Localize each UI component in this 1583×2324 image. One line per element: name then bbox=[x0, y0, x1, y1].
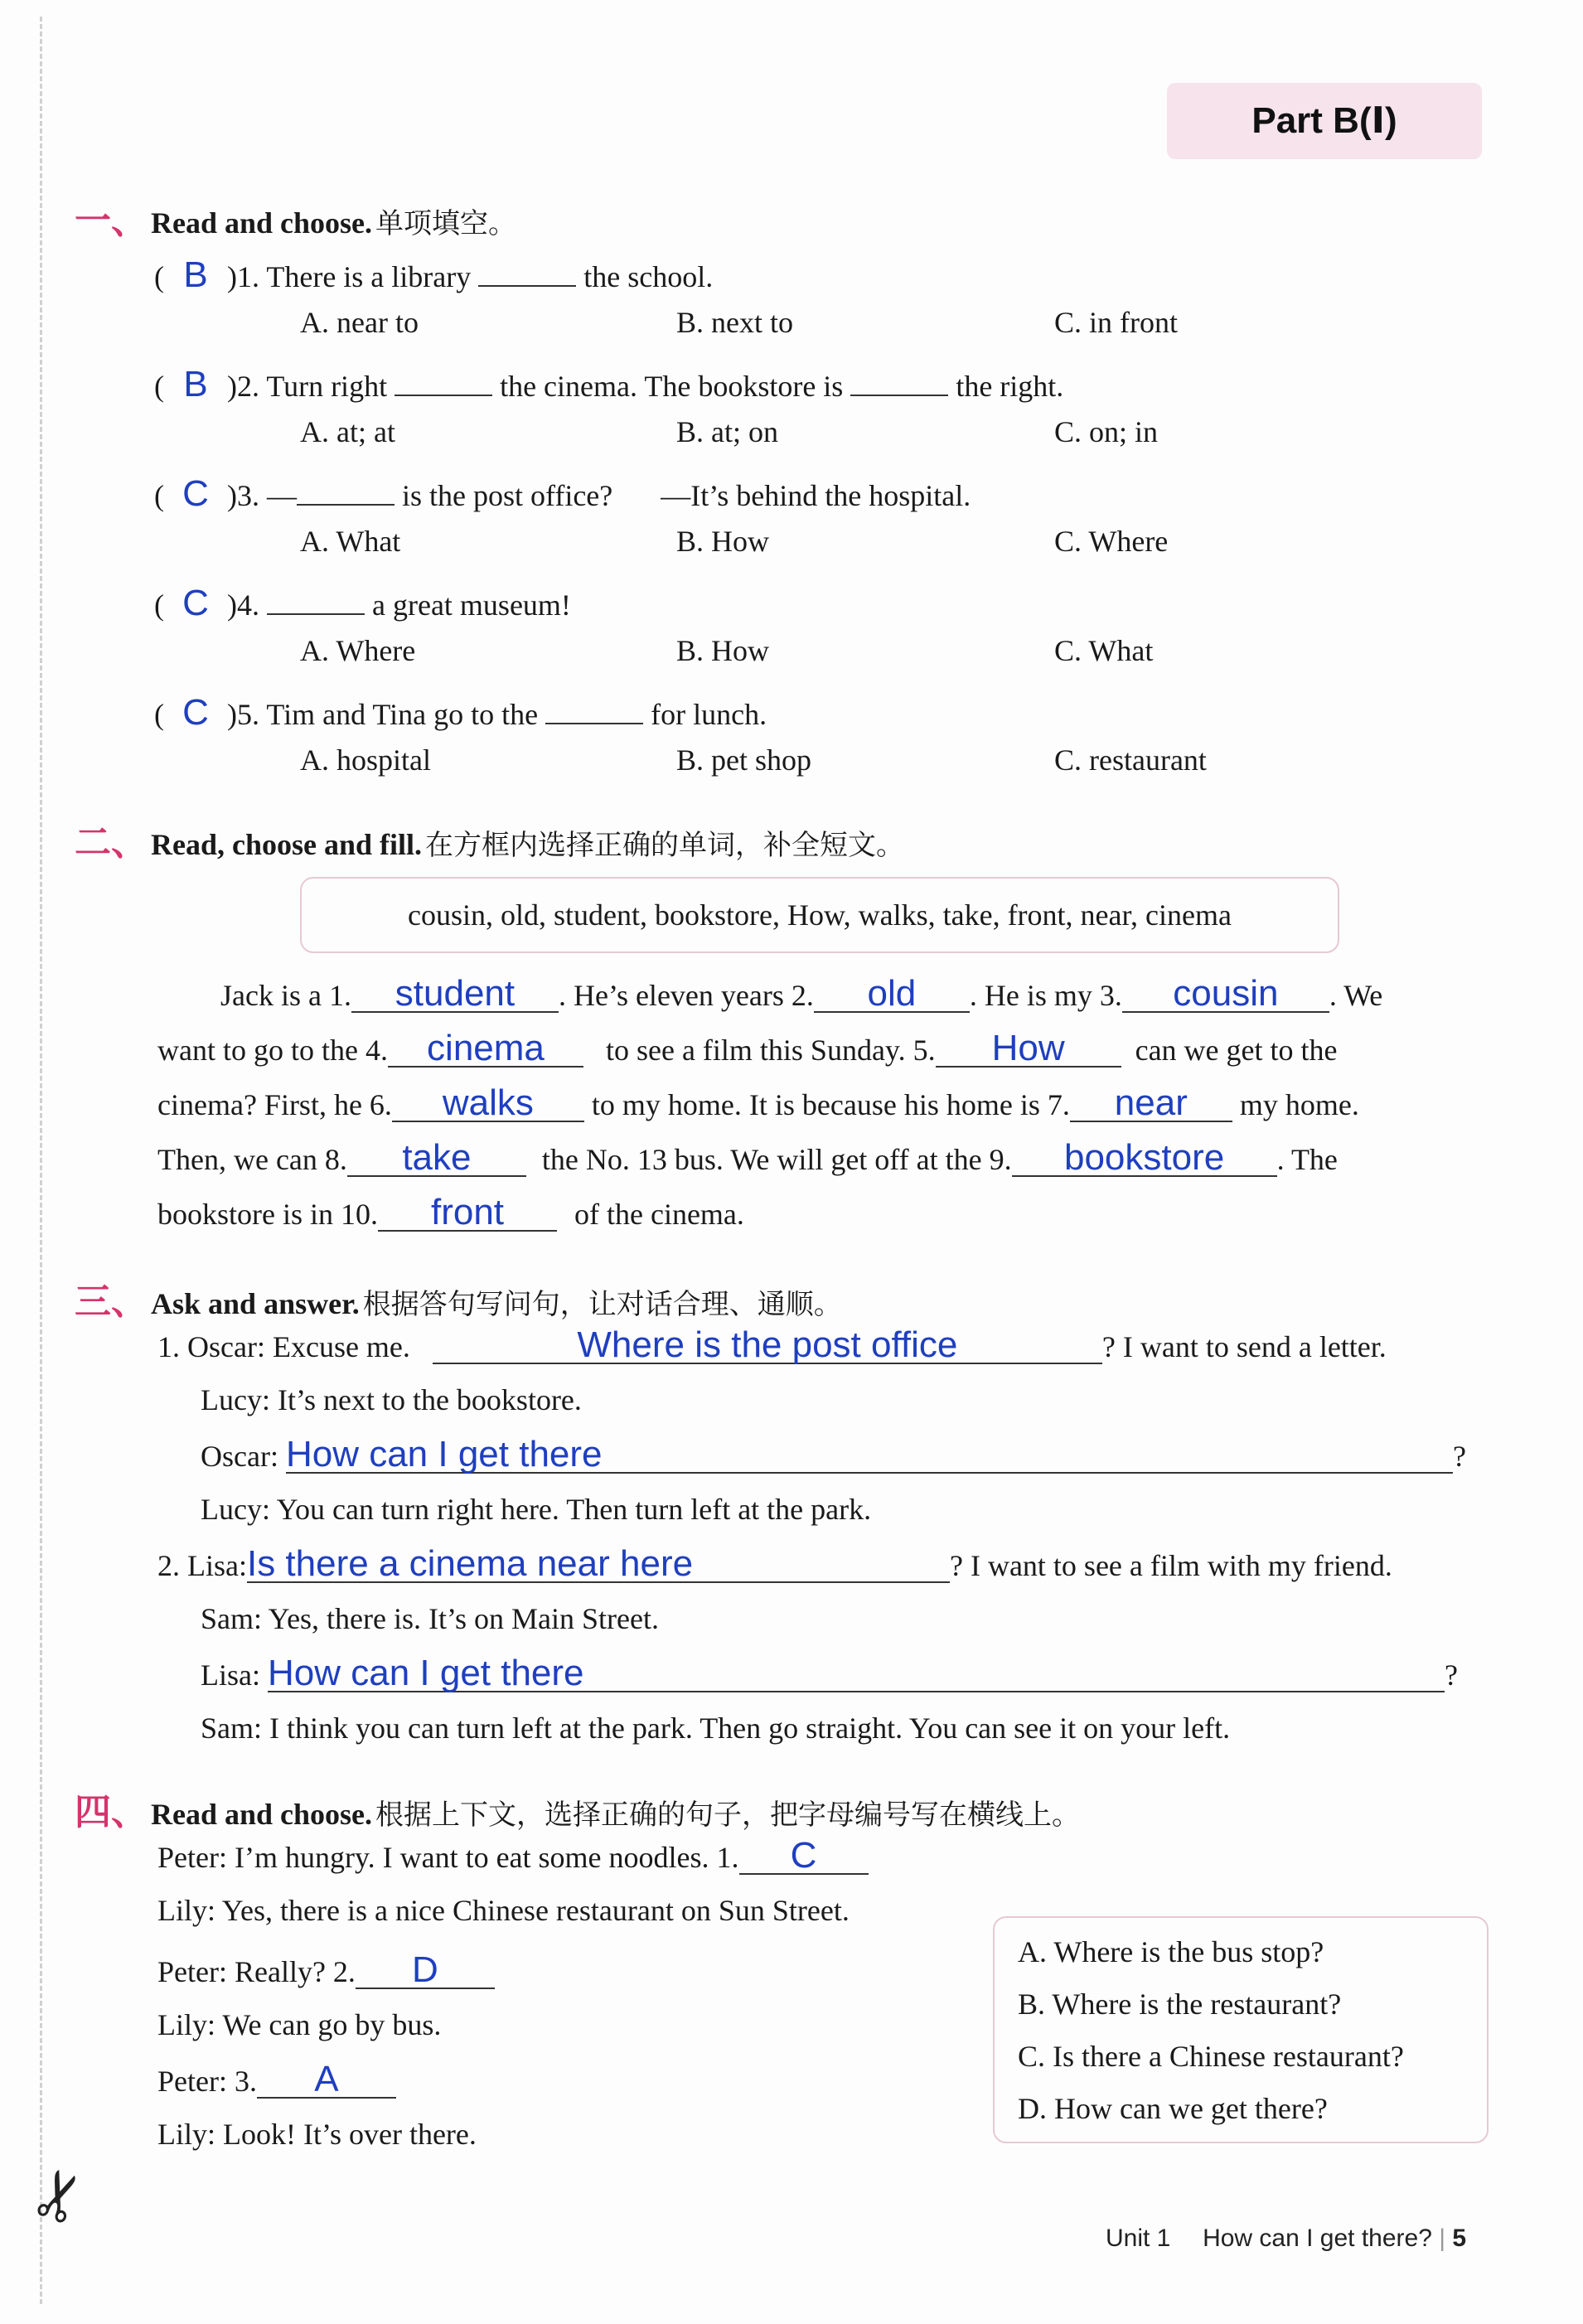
question-number: )5. bbox=[227, 698, 259, 731]
section-instruction: 根据上下文，选择正确的句子，把字母编号写在横线上。 bbox=[375, 1800, 1081, 1831]
fill-answer-8[interactable]: take bbox=[347, 1139, 526, 1177]
question-text: is the post office? bbox=[402, 479, 613, 512]
passage-line-3 bbox=[157, 1084, 1359, 1124]
option-a: A. What bbox=[300, 525, 401, 558]
section-instruction: 在方框内选择正确的单词，补全短文。 bbox=[425, 830, 905, 861]
question-2: ( B )2. Turn right the cinema. The bookstore is the right. bbox=[154, 358, 1063, 405]
answer-5[interactable]: C bbox=[182, 692, 209, 733]
question-5: ( C )5. Tim and Tina go to the for lunch. bbox=[154, 686, 767, 734]
option-a: A. near to bbox=[300, 306, 419, 339]
dialogue-line-3 bbox=[157, 1951, 495, 1991]
blank-number: 6. bbox=[369, 1088, 392, 1121]
question-text: — bbox=[267, 479, 297, 512]
word-box: cousin, old, student, bookstore, How, walks, take, front, near, cinema bbox=[300, 877, 1339, 953]
blank-number: 3. bbox=[1099, 979, 1122, 1012]
question-text: the school. bbox=[583, 260, 714, 293]
dialogue-line-6: Lily: Look! It’s over there. bbox=[157, 2118, 477, 2151]
choice-option-a: A. Where is the bus stop? bbox=[1018, 1935, 1324, 1968]
passage-text: to see a film this Sunday. bbox=[605, 1034, 906, 1067]
passage-text: bookstore is in bbox=[157, 1198, 333, 1231]
choice-answer-1[interactable]: C bbox=[739, 1837, 869, 1875]
section-instruction: 根据答句写问句，让对话合理、通顺。 bbox=[362, 1290, 842, 1320]
dialogue-line-5 bbox=[157, 2060, 396, 2100]
answer-3[interactable]: C bbox=[182, 473, 209, 514]
question-text: —It’s behind the hospital. bbox=[661, 479, 971, 512]
option-c: C. on; in bbox=[1054, 415, 1159, 448]
passage-text: of the cinema. bbox=[574, 1198, 744, 1231]
question-4: ( C )4. a great museum! bbox=[154, 577, 571, 624]
option-b: B. next to bbox=[676, 306, 793, 339]
footer-title: How can I get there? bbox=[1203, 2225, 1432, 2252]
blank-number: 9. bbox=[989, 1143, 1012, 1176]
answer-blank[interactable] bbox=[545, 686, 643, 724]
passage-line-1 bbox=[220, 975, 1382, 1014]
question-number: )2. bbox=[227, 370, 259, 403]
question-text: the cinema. The bookstore is bbox=[500, 370, 844, 403]
option-a: A. Where bbox=[300, 634, 416, 667]
question-text: for lunch. bbox=[651, 698, 767, 731]
option-c: C. restaurant bbox=[1054, 743, 1207, 777]
dialogue-line-2: Lily: Yes, there is a nice Chinese restaurant on Sun Street. bbox=[157, 1894, 850, 1927]
fill-answer-9[interactable]: bookstore bbox=[1012, 1139, 1277, 1177]
blank-number: 4. bbox=[365, 1034, 388, 1067]
blank-number: 8. bbox=[324, 1143, 347, 1176]
blank-number: 1. bbox=[328, 979, 351, 1012]
question-1 bbox=[154, 249, 713, 296]
question-text: the right. bbox=[956, 370, 1064, 403]
dialogue1-line4: Lucy: You can turn right here. Then turn left at the park. bbox=[201, 1493, 872, 1526]
option-b: B. pet shop bbox=[676, 743, 812, 777]
answer-blank[interactable] bbox=[395, 358, 492, 396]
dialogue-number: 1. bbox=[157, 1330, 180, 1363]
dialogue-line-1 bbox=[157, 1837, 869, 1876]
answer-blank[interactable] bbox=[297, 467, 395, 506]
fill-answer-5[interactable]: How bbox=[936, 1029, 1121, 1068]
answer-blank[interactable] bbox=[478, 249, 576, 287]
dialogue-number: 2. bbox=[157, 1549, 180, 1582]
dialogue-text: ? I want to send a letter. bbox=[1101, 1330, 1387, 1363]
dialogue2-line1 bbox=[157, 1545, 1392, 1585]
speaker: Oscar: bbox=[187, 1330, 265, 1363]
question-text: Tim and Tina go to the bbox=[266, 698, 539, 731]
dialogue1-line1 bbox=[157, 1326, 1387, 1366]
option-b: B. How bbox=[676, 634, 770, 667]
choice-answer-3[interactable]: A bbox=[257, 2060, 396, 2099]
dialogue2-line2: Sam: Yes, there is. It’s on Main Street. bbox=[201, 1602, 659, 1635]
question-answer-4[interactable]: How can I get there bbox=[268, 1654, 1445, 1692]
section-title: Read and choose. bbox=[151, 1798, 373, 1831]
dialogue-text: ? bbox=[1444, 1658, 1458, 1692]
footer-separator: | bbox=[1439, 2225, 1446, 2252]
passage-text: to my home. It is because his home is bbox=[591, 1088, 1040, 1121]
dialogue1-line3 bbox=[201, 1436, 1466, 1475]
question-text: Turn right bbox=[266, 370, 388, 403]
fill-answer-7[interactable]: near bbox=[1070, 1084, 1232, 1122]
scissors-icon: ✂ bbox=[17, 2157, 105, 2235]
question-number: )1. bbox=[227, 260, 259, 293]
dialogue-text: Excuse me. bbox=[272, 1330, 410, 1363]
dialogue2-line3 bbox=[201, 1654, 1458, 1694]
passage-text: . He’s eleven years bbox=[558, 979, 784, 1012]
passage-line-5 bbox=[157, 1193, 744, 1233]
option-c: C. Where bbox=[1054, 525, 1169, 558]
question-answer-2[interactable]: How can I get there bbox=[286, 1436, 1453, 1474]
choice-option-d: D. How can we get there? bbox=[1018, 2092, 1328, 2125]
question-number: )4. bbox=[227, 588, 259, 622]
passage-text: the No. 13 bus. We will get off at the bbox=[541, 1143, 982, 1176]
part-label: Part B(Ⅰ) bbox=[1167, 83, 1482, 159]
question-answer-1[interactable]: Where is the post office bbox=[433, 1326, 1102, 1364]
question-number: )3. bbox=[227, 479, 259, 512]
footer-unit: Unit 1 bbox=[1106, 2225, 1171, 2252]
dialogue-text: Peter: Really? bbox=[157, 1955, 326, 1988]
page-number: 5 bbox=[1452, 2225, 1467, 2252]
section4-header bbox=[75, 1782, 1080, 1835]
passage-text: Jack is a bbox=[220, 979, 322, 1012]
section-number: 二、 bbox=[75, 821, 148, 864]
blank-number: 3. bbox=[234, 2065, 257, 2098]
dialogue1-line2: Lucy: It’s next to the bookstore. bbox=[201, 1383, 582, 1416]
passage-text: want to go to the bbox=[157, 1034, 358, 1067]
dialogue-text: Peter: bbox=[157, 2065, 227, 2098]
question-answer-3[interactable]: Is there a cinema near here bbox=[247, 1545, 950, 1583]
blank-number: 5. bbox=[913, 1034, 936, 1067]
passage-text: . He is my bbox=[969, 979, 1092, 1012]
question-text: a great museum! bbox=[372, 588, 571, 622]
section1-header bbox=[75, 191, 516, 244]
option-c: C. What bbox=[1054, 634, 1154, 667]
blank-number: 2. bbox=[791, 979, 814, 1012]
dialogue-text: ? I want to see a film with my friend. bbox=[949, 1549, 1392, 1582]
blank-number: 7. bbox=[1047, 1088, 1070, 1121]
fill-answer-1[interactable]: student bbox=[351, 975, 559, 1013]
fill-answer-10[interactable]: front bbox=[378, 1193, 557, 1232]
answer-4[interactable]: C bbox=[182, 583, 209, 623]
speaker: Oscar: bbox=[201, 1440, 278, 1473]
speaker: Lisa: bbox=[187, 1549, 247, 1582]
choice-option-b: B. Where is the restaurant? bbox=[1018, 1988, 1342, 2021]
section-title: Read, choose and fill. bbox=[151, 828, 423, 861]
page-footer bbox=[1106, 2225, 1466, 2253]
option-a: A. at; at bbox=[300, 415, 395, 448]
section-number: 一、 bbox=[75, 200, 148, 242]
passage-text: cinema? First, he bbox=[157, 1088, 362, 1121]
option-c: C. in front bbox=[1054, 306, 1178, 339]
dialogue-line-4: Lily: We can go by bus. bbox=[157, 2008, 442, 2041]
question-text: There is a library bbox=[266, 260, 472, 293]
passage-text: . The bbox=[1276, 1143, 1338, 1176]
paren-open: ( bbox=[154, 260, 164, 293]
passage-line-2 bbox=[157, 1029, 1338, 1069]
section2-header bbox=[75, 812, 904, 865]
dialogue-text: Peter: I’m hungry. I want to eat some noodles. bbox=[157, 1841, 709, 1874]
passage-text: can we get to the bbox=[1135, 1034, 1338, 1067]
blank-number: 1. bbox=[716, 1841, 739, 1874]
section-number: 四、 bbox=[75, 1791, 148, 1833]
fill-answer-2[interactable]: old bbox=[814, 975, 970, 1013]
fill-answer-3[interactable]: cousin bbox=[1122, 975, 1329, 1013]
passage-text: . We bbox=[1329, 979, 1383, 1012]
fill-answer-4[interactable]: cinema bbox=[388, 1029, 583, 1068]
dialogue2-line4: Sam: I think you can turn left at the park. Then go straight. You can see it on your left. bbox=[201, 1712, 1231, 1745]
section-title: Ask and answer. bbox=[151, 1287, 360, 1320]
passage-text: my home. bbox=[1239, 1088, 1359, 1121]
cut-line bbox=[40, 17, 42, 2304]
answer-1[interactable]: B bbox=[183, 254, 208, 295]
blank-number: 2. bbox=[332, 1955, 356, 1988]
option-b: B. at; on bbox=[676, 415, 778, 448]
section3-header bbox=[75, 1271, 842, 1324]
passage-text: Then, we can bbox=[157, 1143, 317, 1176]
blank-number: 10. bbox=[341, 1198, 378, 1231]
choice-option-c: C. Is there a Chinese restaurant? bbox=[1018, 2040, 1404, 2073]
passage-line-4 bbox=[157, 1139, 1338, 1179]
question-3: ( C )3. — is the post office? —It’s behind the hospital. bbox=[154, 467, 971, 515]
section-number: 三、 bbox=[75, 1281, 148, 1323]
option-a: A. hospital bbox=[300, 743, 431, 777]
choice-answer-2[interactable]: D bbox=[356, 1951, 495, 1989]
option-b: B. How bbox=[676, 525, 770, 558]
dialogue-text: ? bbox=[1452, 1440, 1466, 1473]
section-instruction: 单项填空。 bbox=[375, 209, 517, 240]
answer-blank[interactable] bbox=[267, 577, 365, 615]
section-title: Read and choose. bbox=[151, 206, 373, 240]
fill-answer-6[interactable]: walks bbox=[392, 1084, 584, 1122]
answer-blank[interactable] bbox=[850, 358, 948, 396]
answer-2[interactable]: B bbox=[183, 364, 208, 404]
speaker: Lisa: bbox=[201, 1658, 260, 1692]
